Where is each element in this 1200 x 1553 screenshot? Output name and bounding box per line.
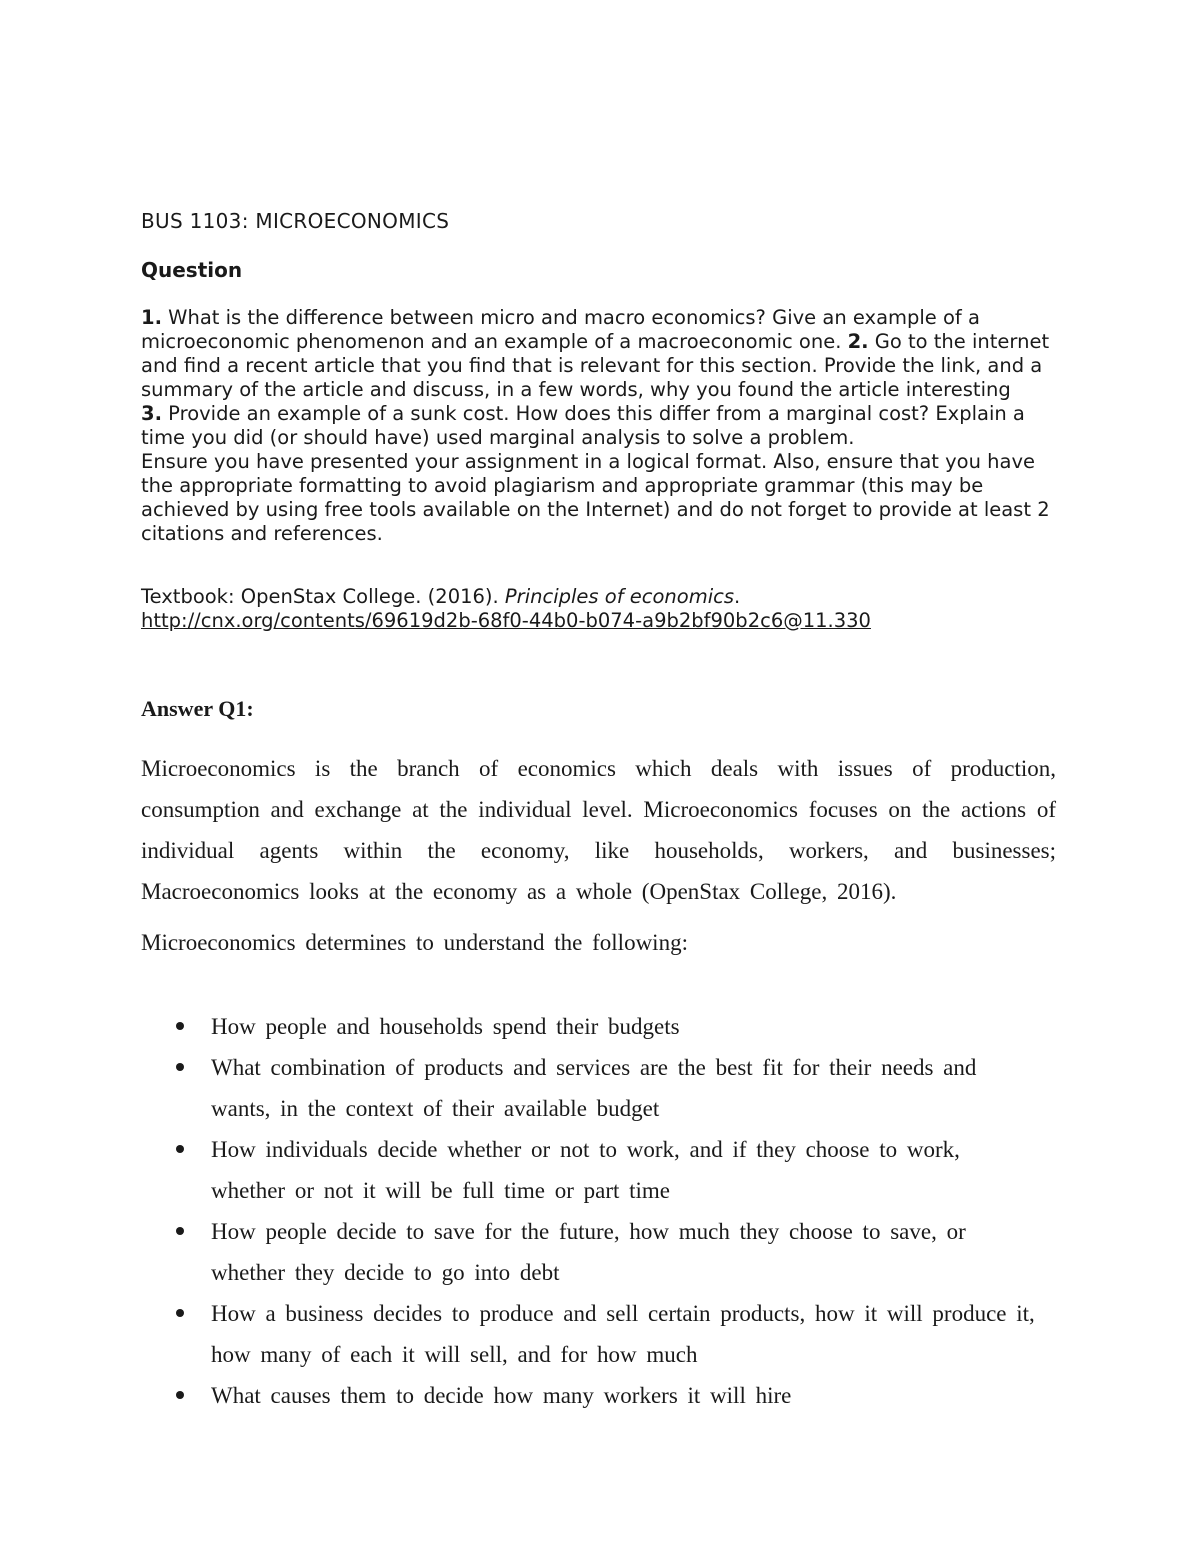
list-item-text: How a business decides to produce and sell certain products, how it will produce it, how many of each it will sell, and for how much: [211, 1301, 1035, 1367]
bullet-icon: [176, 1063, 184, 1071]
answer-paragraph: Microeconomics is the branch of economics which deals with issues of production, consumption and exchange at the individual level. Microeconomics focuses on the actions of individual agents within the economy, like households, workers, and businesses; Macroeconomics looks at the economy as a whole (OpenStax College, 2016).: [141, 756, 1056, 904]
question-3-number: 3.: [141, 402, 162, 425]
question-2-text: Go to the internet and find a recent article that you find that is relevant for this section. Provide the link, and a summary of the article and discuss, in a few words, why you found the article interesting: [141, 330, 1050, 401]
textbook-link[interactable]: http://cnx.org/contents/69619d2b-68f0-44b0-b074-a9b2bf90b2c6@11.330: [141, 609, 871, 632]
question-1-text: What is the difference between micro and macro economics? Give an example of a microeconomic phenomenon and an example of a macroeconomic one.: [141, 306, 980, 353]
answer-bullet-list: [141, 1006, 1041, 1416]
question-3: [141, 402, 1071, 450]
list-item: [141, 1375, 1041, 1416]
list-item: [141, 1211, 1041, 1293]
bullet-icon: [176, 1391, 184, 1399]
question-block: [141, 306, 1071, 546]
textbook-reference: [141, 585, 1071, 633]
question-1-number: 1.: [141, 306, 162, 329]
course-title: BUS 1103: MICROECONOMICS: [141, 209, 450, 233]
bullet-icon: [176, 1227, 184, 1235]
list-item-text: How individuals decide whether or not to work, and if they choose to work, whether or not it will be full time or part time: [211, 1137, 960, 1203]
instructions: Ensure you have presented your assignment in a logical format. Also, ensure that you have the appropriate formatting to avoid plagiarism and appropriate grammar (this may be achieved by using free tools available on the Internet) and do not forget to provide at least 2 citations and references.: [141, 450, 1050, 545]
question-2-number: 2.: [847, 330, 869, 353]
list-item: [141, 1129, 1041, 1211]
list-item-text: How people decide to save for the future, how much they choose to save, or whether they decide to go into debt: [211, 1219, 966, 1285]
list-item-text: How people and households spend their budgets: [211, 1014, 680, 1039]
list-item: [141, 1006, 1041, 1047]
list-item: [141, 1293, 1041, 1375]
bullet-icon: [176, 1022, 184, 1030]
answer-intro: Microeconomics determines to understand the following:: [141, 930, 688, 955]
bullet-icon: [176, 1145, 184, 1153]
textbook-title: Principles of economics: [504, 585, 734, 608]
textbook-separator: .: [734, 585, 741, 608]
list-item: [141, 1047, 1041, 1129]
bullet-icon: [176, 1309, 184, 1317]
question-heading: Question: [141, 258, 243, 282]
answer-heading: Answer Q1:: [141, 696, 254, 721]
question-1-2: [141, 306, 1071, 402]
list-item-text: What combination of products and services are the best fit for their needs and wants, in the context of their available budget: [211, 1055, 977, 1121]
list-item-text: What causes them to decide how many workers it will hire: [211, 1383, 792, 1408]
textbook-prefix: Textbook: OpenStax College. (2016).: [141, 585, 505, 608]
question-3-text: Provide an example of a sunk cost. How does this differ from a marginal cost? Explain a time you did (or should have) used marginal analysis to solve a problem.: [141, 402, 1025, 449]
